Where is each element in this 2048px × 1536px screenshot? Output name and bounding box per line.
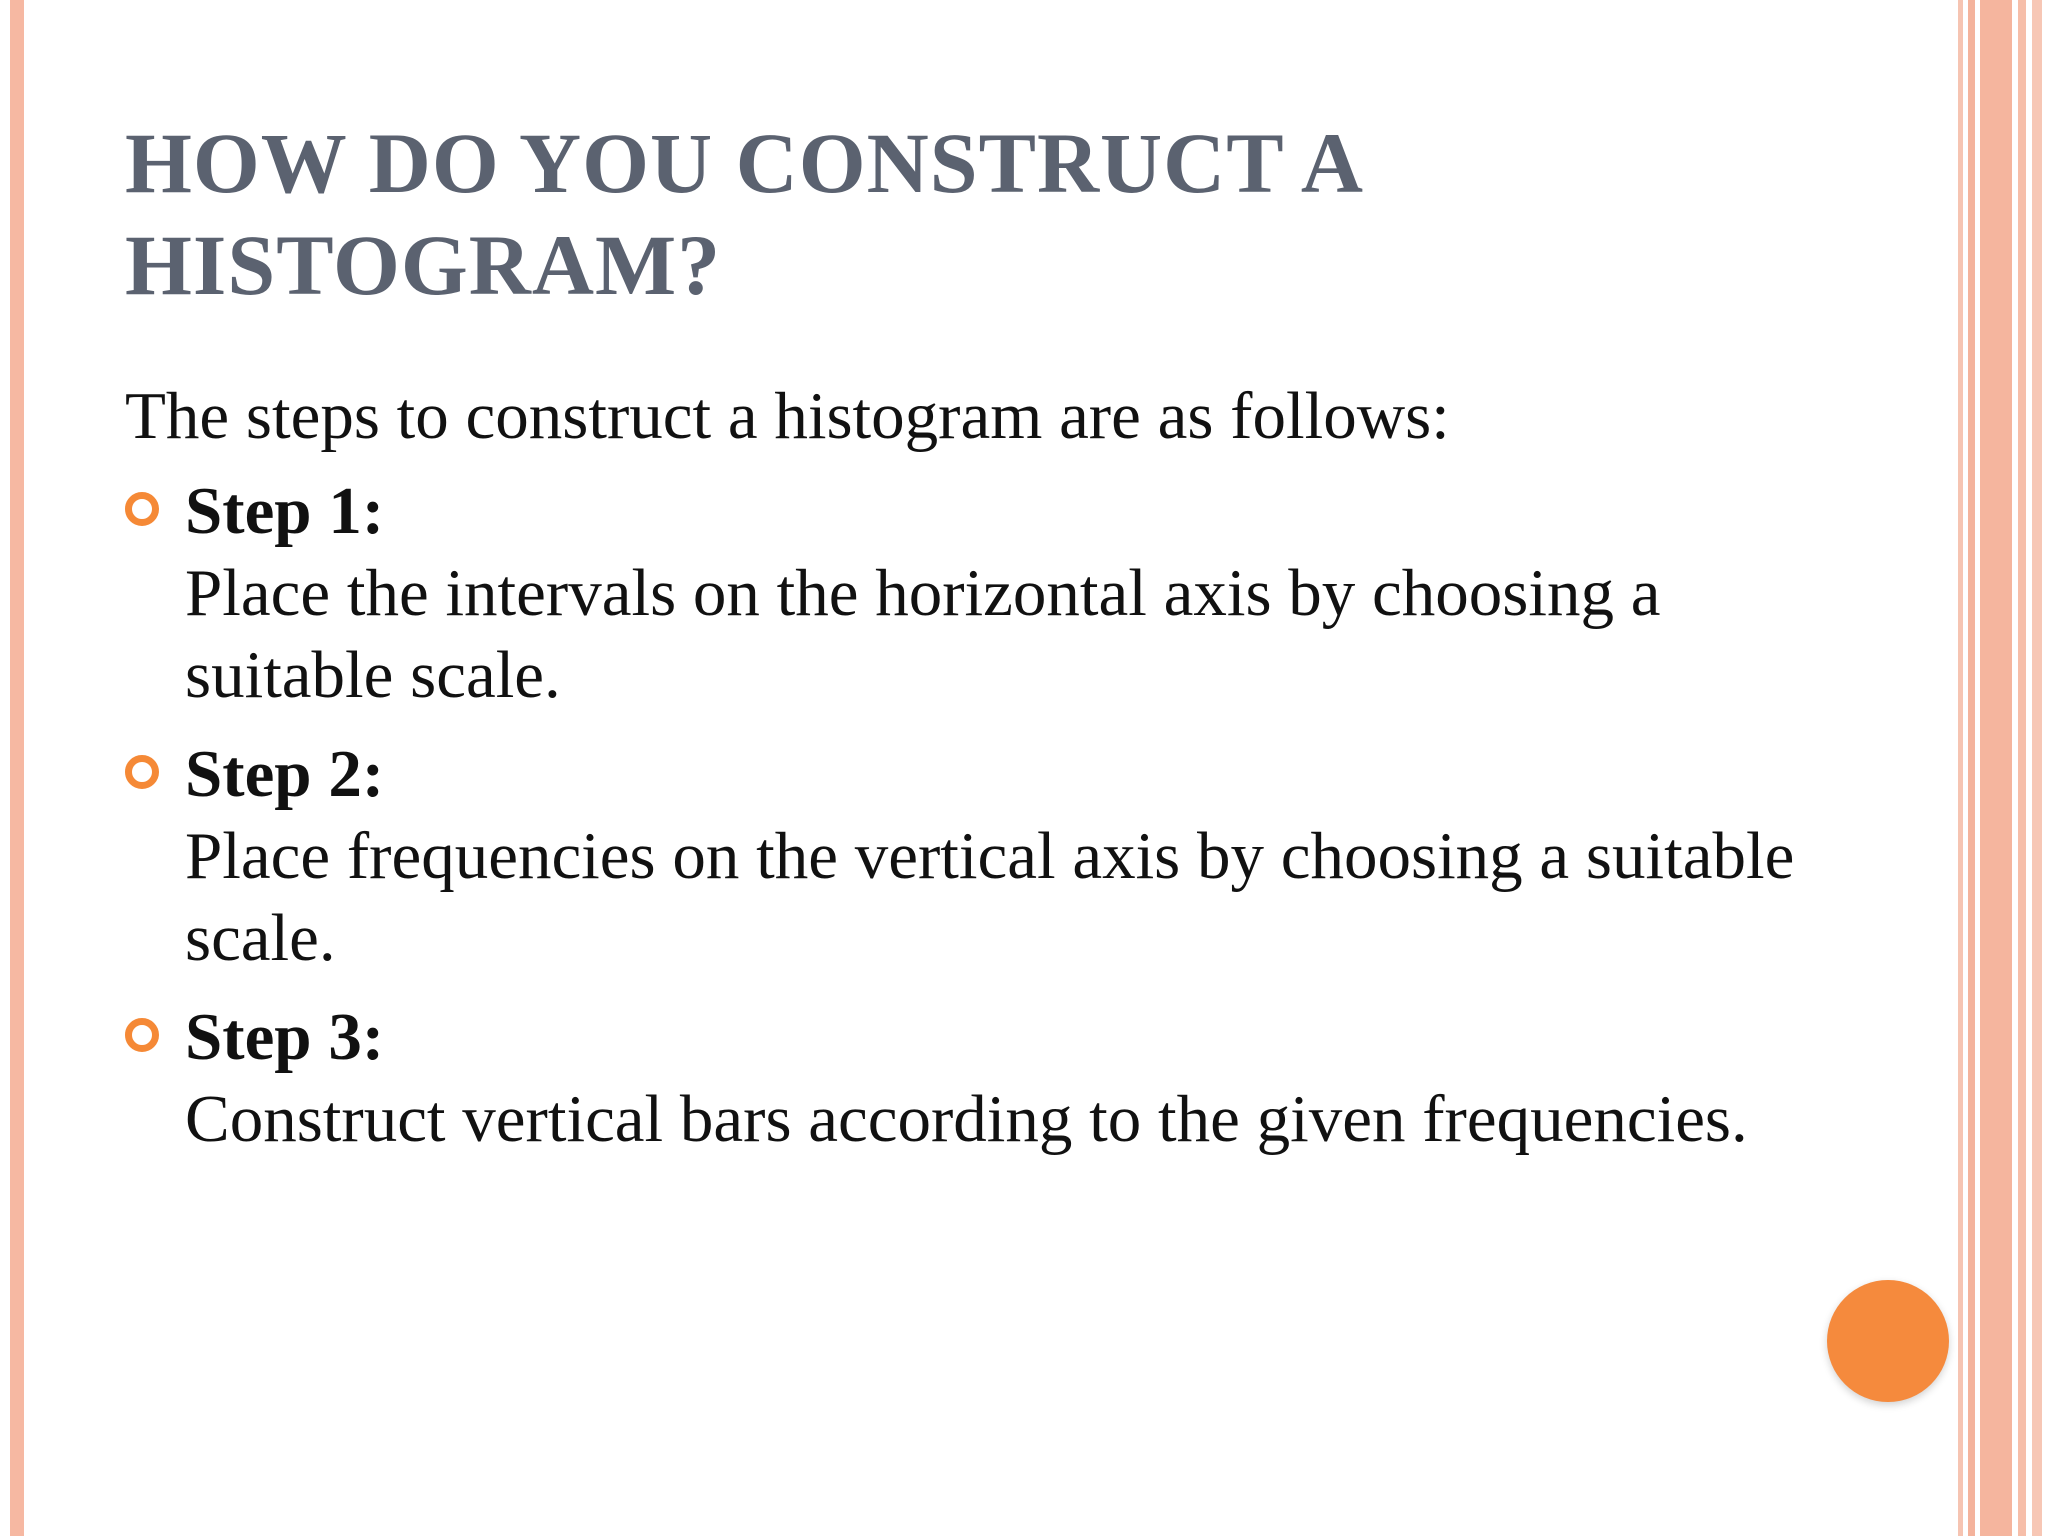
hollow-circle-bullet-icon [125,1018,159,1052]
right-border-band [1980,0,2012,1536]
left-border-decoration [10,0,24,1536]
right-border-line [2032,0,2042,1536]
step-label: Step 3: [185,1000,385,1074]
right-border-line [2018,0,2026,1536]
orange-circle-icon [1827,1280,1949,1402]
step-label: Step 2: [185,737,385,811]
hollow-circle-bullet-icon [125,755,159,789]
step-body [185,733,1825,979]
right-border-line [1958,0,1963,1536]
step-text: Construct vertical bars according to the given frequencies. [185,1082,1748,1156]
step-body [185,470,1825,716]
slide-title: HOW DO YOU CONSTRUCT A HISTOGRAM? [125,115,1360,313]
hollow-circle-bullet-icon [125,492,159,526]
step-text: Place frequencies on the vertical axis by choosing a suitable scale. [185,819,1795,975]
intro-text: The steps to construct a histogram are as follows: [125,379,1450,453]
step-label: Step 1: [185,474,385,548]
step-body [185,996,1825,1160]
right-border-line [1968,0,1975,1536]
step-text: Place the intervals on the horizontal axis by choosing a suitable scale. [185,556,1661,712]
